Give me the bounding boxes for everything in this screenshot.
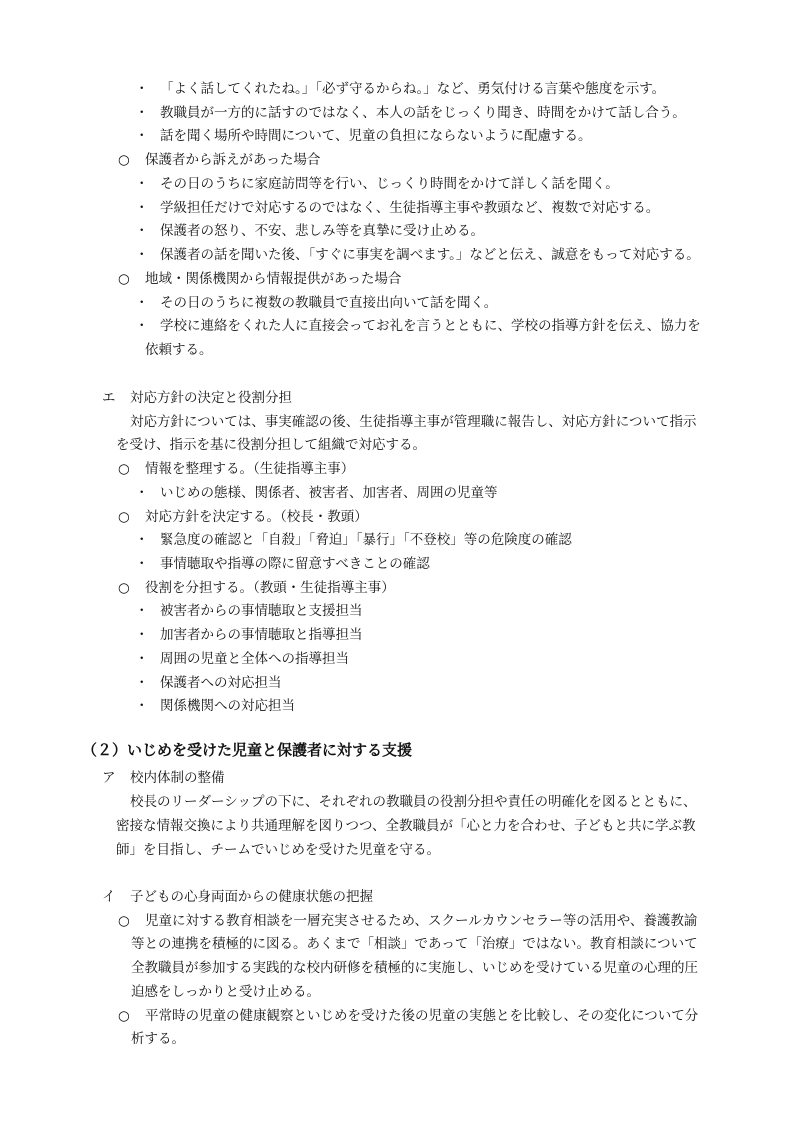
bullet-marker: ・: [135, 105, 149, 121]
section-title: 対応方針の決定と役割分担: [130, 390, 292, 406]
paragraph-line: 師」を目指し、チームでいじめを受けた児童を守る。: [116, 842, 440, 858]
bullet-item: 被害者からの事情聴取と支援担当: [160, 603, 363, 619]
circle-marker: ○: [118, 152, 130, 168]
bullet-item: その日のうちに家庭訪問等を行い、じっくり時間をかけて詳しく話を聞く。: [160, 176, 619, 192]
bullet-item-continuation: 依頼する。: [145, 342, 213, 358]
bullet-item: 事情聴取や指導の際に留意すべきことの確認: [160, 556, 430, 572]
bullet-item: 緊急度の確認と「自殺」「脅迫」「暴行」「不登校」等の危険度の確認: [160, 532, 572, 548]
circle-marker: ○: [118, 509, 130, 525]
circle-item: 役割を分担する。（教頭・生徒指導主事）: [145, 580, 395, 596]
paragraph-line: を受け、指示を基に役割分担して組織で対応する。: [116, 437, 426, 453]
bullet-marker: ・: [135, 485, 149, 501]
bullet-item: その日のうちに複数の教職員で直接出向いて話を聞く。: [160, 295, 498, 311]
bullet-item: 話を聞く場所や時間について、児童の負担にならないように配慮する。: [160, 128, 592, 144]
bullet-item: 学級担任だけで対応するのではなく、生徒指導主事や教頭など、複数で対応する。: [160, 200, 660, 216]
bullet-marker: ・: [135, 603, 149, 619]
bullet-marker: ・: [135, 247, 149, 263]
section-title: 校内体制の整備: [130, 770, 225, 786]
circle-item: 児童に対する教育相談を一層充実させるため、スクールカウンセラー等の活用や、養護教諭: [145, 913, 698, 929]
circle-marker: ○: [118, 271, 130, 287]
circle-item: 対応方針を決定する。（校長・教頭）: [145, 509, 368, 525]
bullet-marker: ・: [135, 698, 149, 714]
bullet-item: 保護者への対応担当: [160, 675, 282, 691]
paragraph-line: 密接な情報交換により共通理解を図りつつ、全教職員が「心と力を合わせ、子どもと共に学ぶ教: [116, 818, 696, 834]
circle-marker: ○: [118, 1008, 130, 1024]
section-marker: イ: [102, 889, 116, 905]
bullet-item: 保護者の怒り、不安、悲しみ等を真摯に受け止める。: [160, 223, 484, 239]
bullet-marker: ・: [135, 651, 149, 667]
bullet-marker: ・: [135, 128, 149, 144]
bullet-marker: ・: [135, 675, 149, 691]
bullet-marker: ・: [135, 556, 149, 572]
circle-item: 保護者から訴えがあった場合: [145, 152, 321, 168]
bullet-item: 関係機関への対応担当: [160, 698, 295, 714]
bullet-item: いじめの態様、関係者、被害者、加害者、周囲の児童等: [160, 485, 498, 501]
bullet-item: 「よく話してくれたね。」「必ず守るからね。」など、勇気付ける言葉や態度を示す。: [160, 81, 666, 97]
bullet-item: 加害者からの事情聴取と指導担当: [160, 627, 363, 643]
paragraph-line: 校長のリーダーシップの下に、それぞれの教職員の役割分担や責任の明確化を図るとともに、: [130, 794, 697, 810]
circle-item: 情報を整理する。（生徒指導主事）: [145, 461, 355, 477]
bullet-item: 教職員が一方的に話すのではなく、本人の話をじっくり聞き、時間をかけて話し合う。: [160, 105, 686, 121]
section-marker: エ: [102, 390, 116, 406]
circle-item-continuation: 全教職員が参加する実践的な校内研修を積極的に実施し、いじめを受けている児童の心理的圧: [131, 960, 698, 976]
paragraph-line: 対応方針については、事実確認の後、生徒指導主事が管理職に報告し、対応方針について指示: [130, 414, 697, 430]
circle-item: 地域・関係機関から情報提供があった場合: [145, 271, 402, 287]
bullet-marker: ・: [135, 223, 149, 239]
bullet-item: 学校に連絡をくれた人に直接会ってお礼を言うとともに、学校の指導方針を伝え、協力を: [160, 318, 701, 334]
circle-item-continuation: 析する。: [131, 1031, 185, 1047]
bullet-item: 周囲の児童と全体への指導担当: [160, 651, 349, 667]
circle-marker: ○: [118, 913, 130, 929]
bullet-marker: ・: [135, 81, 149, 97]
bullet-marker: ・: [135, 200, 149, 216]
circle-marker: ○: [118, 461, 130, 477]
section-heading: （２）いじめを受けた児童と保護者に対する支援: [82, 741, 413, 759]
circle-marker: ○: [118, 580, 130, 596]
circle-item-continuation: 迫感をしっかりと受け止める。: [131, 984, 320, 1000]
section-marker: ア: [102, 770, 116, 786]
bullet-item: 保護者の話を聞いた後、「すぐに事実を調べます。」などと伝え、誠意をもって対応する。: [160, 247, 700, 263]
bullet-marker: ・: [135, 627, 149, 643]
bullet-marker: ・: [135, 295, 149, 311]
circle-item: 平常時の児童の健康観察といじめを受けた後の児童の実態とを比較し、その変化について分: [145, 1008, 699, 1024]
circle-item-continuation: 等との連携を積極的に図る。あくまで「相談」であって「治療」ではない。教育相談について: [131, 936, 698, 952]
bullet-marker: ・: [135, 176, 149, 192]
bullet-marker: ・: [135, 318, 149, 334]
bullet-marker: ・: [135, 532, 149, 548]
section-title: 子どもの心身両面からの健康状態の把握: [130, 889, 373, 905]
